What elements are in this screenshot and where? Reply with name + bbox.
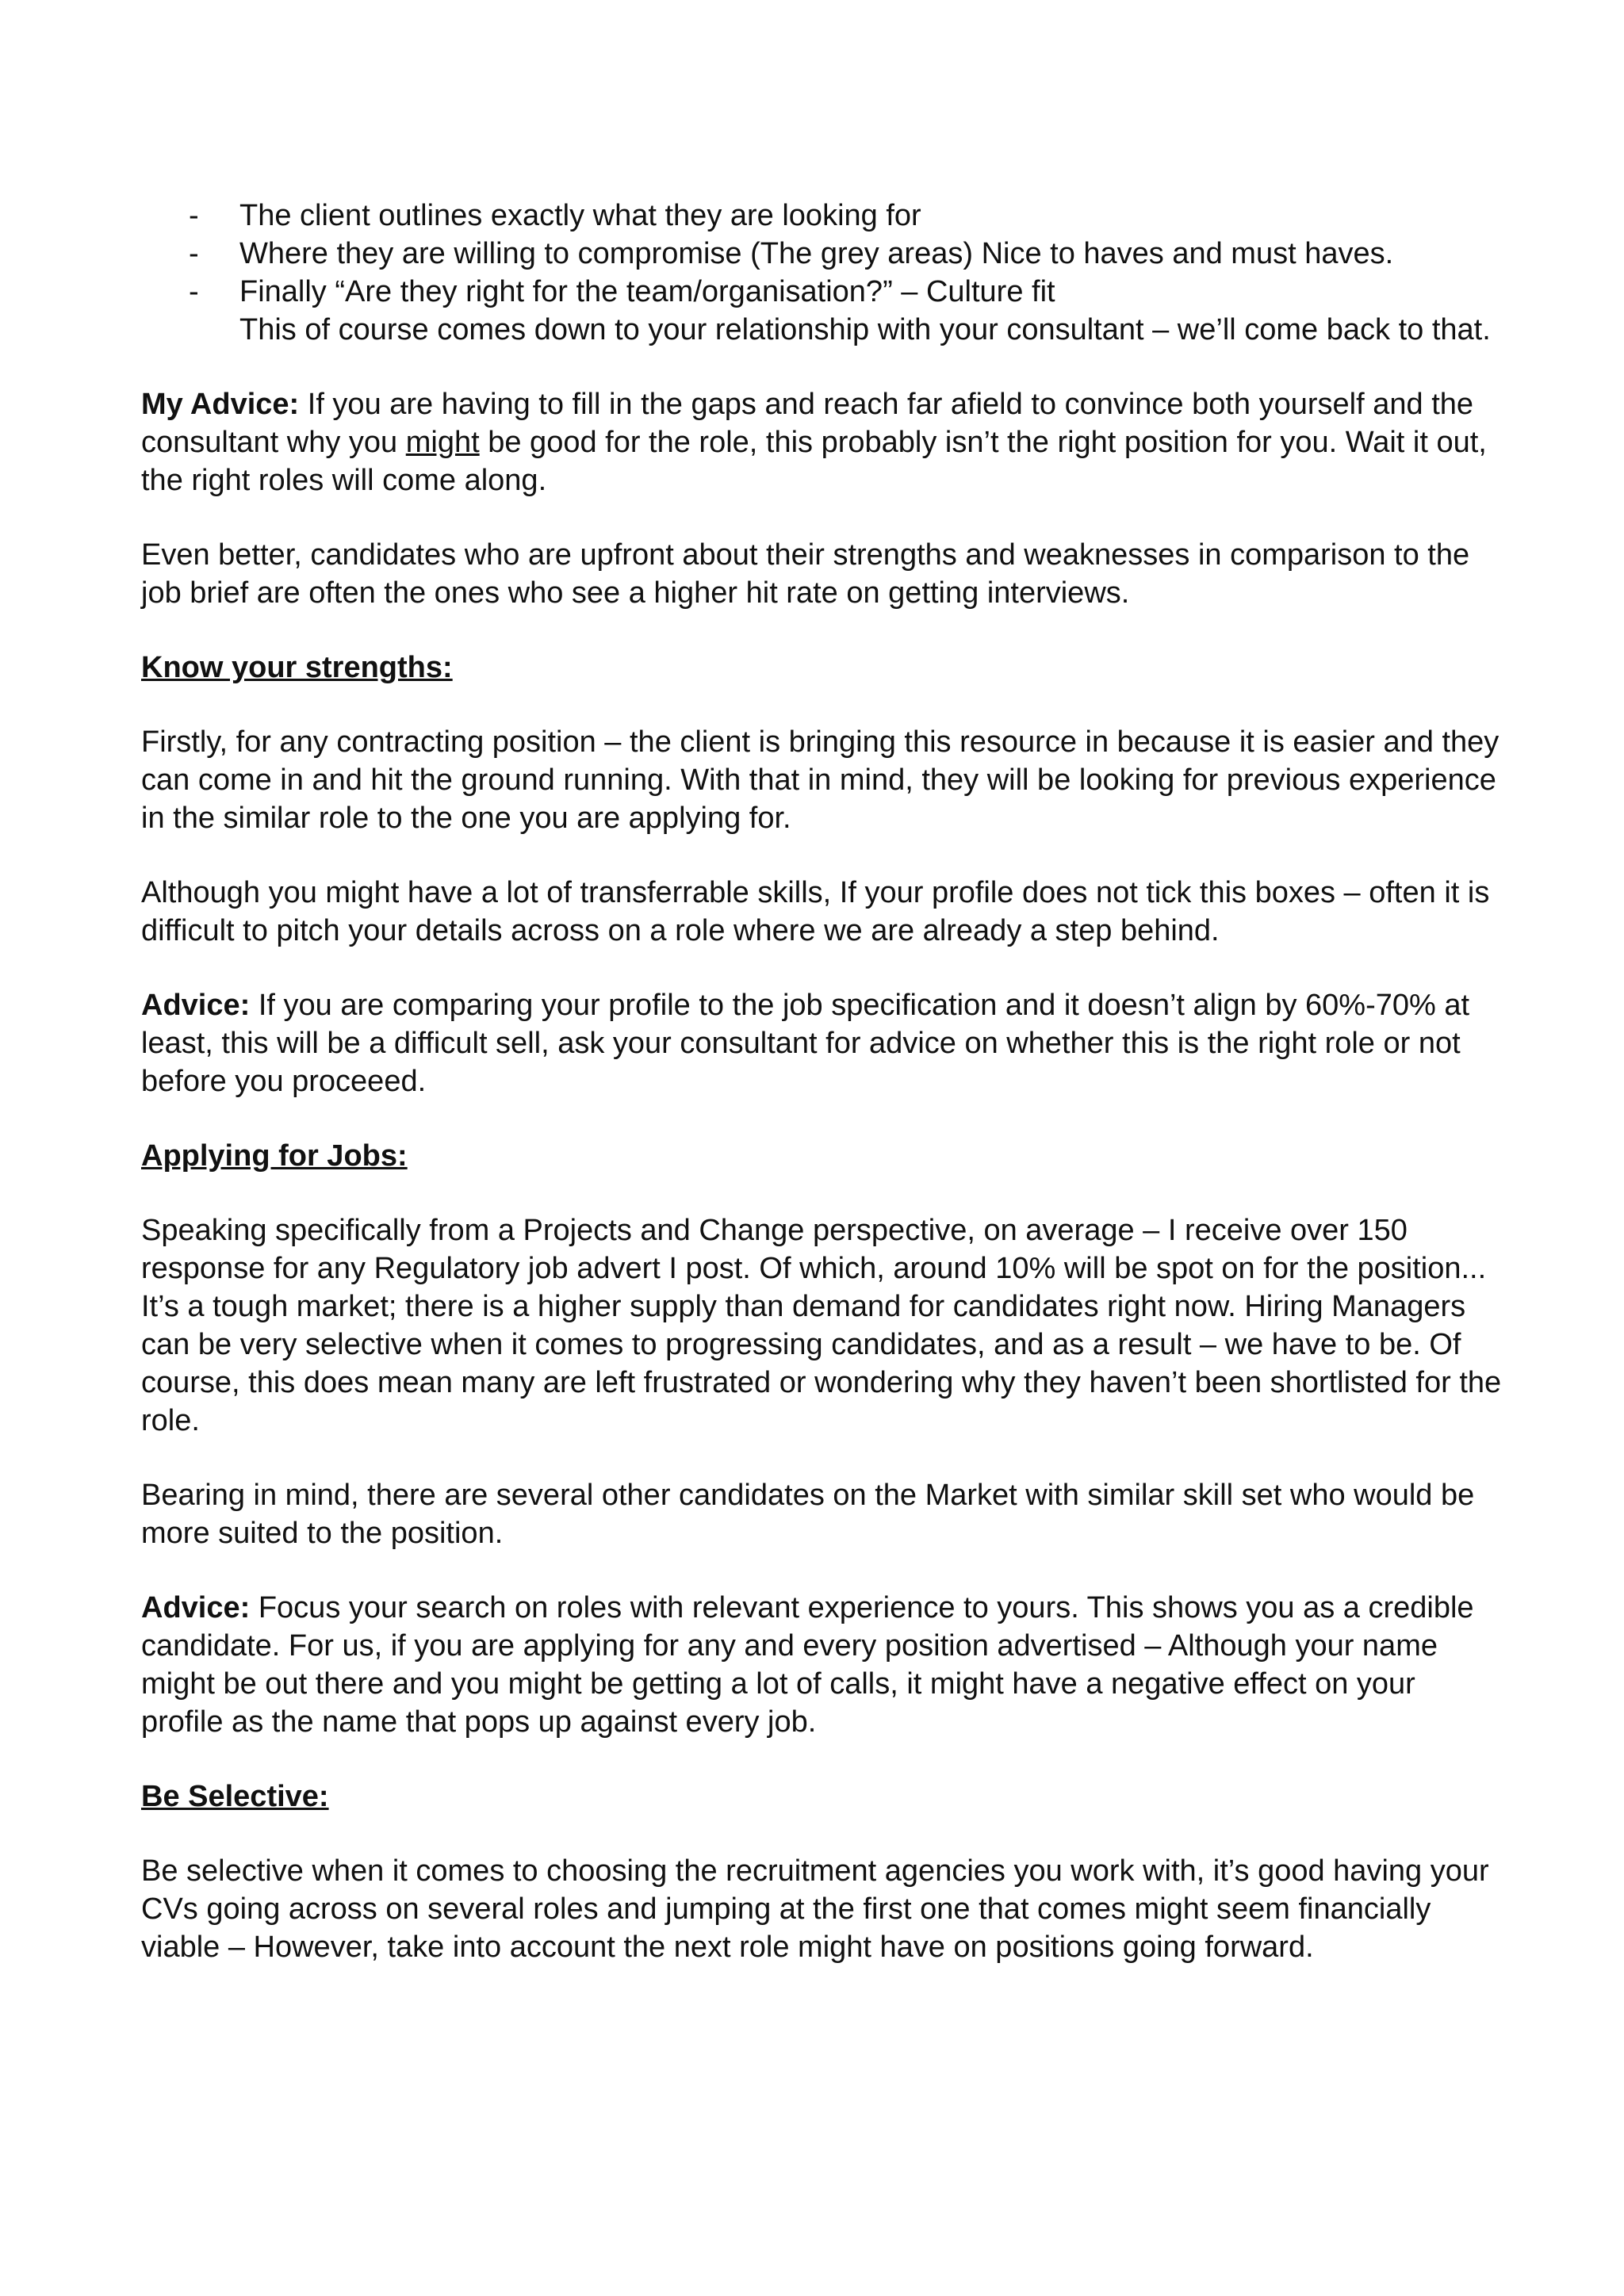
my-advice-text-after: be good for the role, this probably isn’t the right position for you. Wait it out, the right roles will come along.	[141, 426, 1487, 497]
strengths-advice-text: If you are comparing your profile to the job specification and it doesn’t align by 60%-70% at least, this will be a difficult sell, ask your consultant for advice on whether this is the right role or not before you proceeed.	[141, 989, 1470, 1098]
applying-paragraph-2: Bearing in mind, there are several other candidates on the Market with similar skill set who would be more suited to the position.	[141, 1479, 1475, 1550]
strengths-advice-label: Advice:	[141, 989, 251, 1022]
bullet-continuation: This of course comes down to your relationship with your consultant – we’ll come back to that.	[239, 313, 1491, 346]
strengths-advice-paragraph	[141, 986, 1505, 1100]
even-better-paragraph: Even better, candidates who are upfront about their strengths and weaknesses in comparison to the job brief are often the ones who see a higher hit rate on getting interviews.	[141, 538, 1470, 610]
selective-heading: Be Selective:	[141, 1780, 329, 1813]
strengths-paragraph-2: Although you might have a lot of transferrable skills, If your profile does not tick this boxes – often it is difficult to pitch your details across on a role where we are already a step behind.	[141, 876, 1490, 947]
my-advice-label: My Advice:	[141, 388, 300, 421]
applying-advice-text: Focus your search on roles with relevant experience to yours. This shows you as a credible candidate. For us, if you are applying for any and every position advertised – Although your name might be out there and you might be getting a lot of calls, it might have a negative effect on your profile as the name that pops up against every job.	[141, 1591, 1474, 1739]
applying-heading: Applying for Jobs:	[141, 1139, 408, 1173]
bullet-dash: -	[189, 237, 199, 270]
strengths-paragraph-1: Firstly, for any contracting position – the client is bringing this resource in because it is easier and they can come in and hit the ground running. With that in mind, they will be looking for previous experience in the similar role to the one you are applying for.	[141, 725, 1500, 835]
bullet-item	[141, 235, 1505, 273]
my-advice-paragraph	[141, 385, 1505, 499]
bullet-item	[141, 273, 1505, 311]
applying-paragraph-1: Speaking specifically from a Projects and Change perspective, on average – I receive over 150 response for any Regulatory job advert I post. Of which, around 10% will be spot on for the position... It’s a tough market; there is a higher supply than demand for candidates right now. Hiring Managers can be very selective when it comes to progressing candidates, and as a result – we have to be. Of course, this does mean many are left frustrated or wondering why they haven’t been shortlisted for the role.	[141, 1214, 1502, 1437]
bullet-item	[141, 197, 1505, 235]
my-advice-text-before: If you are having to fill in the gaps and reach far afield to convince both yourself and the consultant why you	[141, 388, 1474, 459]
applying-advice-paragraph	[141, 1589, 1505, 1741]
bullet-text: Finally “Are they right for the team/organisation?” – Culture fit	[239, 275, 1055, 308]
applying-advice-label: Advice:	[141, 1591, 251, 1624]
bullet-dash: -	[189, 275, 199, 308]
my-advice-underlined-word: might	[405, 426, 480, 459]
bullet-dash: -	[189, 199, 199, 232]
document-body	[141, 197, 1505, 1966]
selective-paragraph-1: Be selective when it comes to choosing the recruitment agencies you work with, it’s good having your CVs going across on several roles and jumping at the first one that comes might seem financially viable – However, take into account the next role might have on positions going forward.	[141, 1854, 1489, 1964]
bullet-list	[141, 197, 1505, 311]
strengths-heading: Know your strengths:	[141, 651, 453, 684]
bullet-text: Where they are willing to compromise (The grey areas) Nice to haves and must haves.	[239, 237, 1394, 270]
bullet-text: The client outlines exactly what they are looking for	[239, 199, 921, 232]
